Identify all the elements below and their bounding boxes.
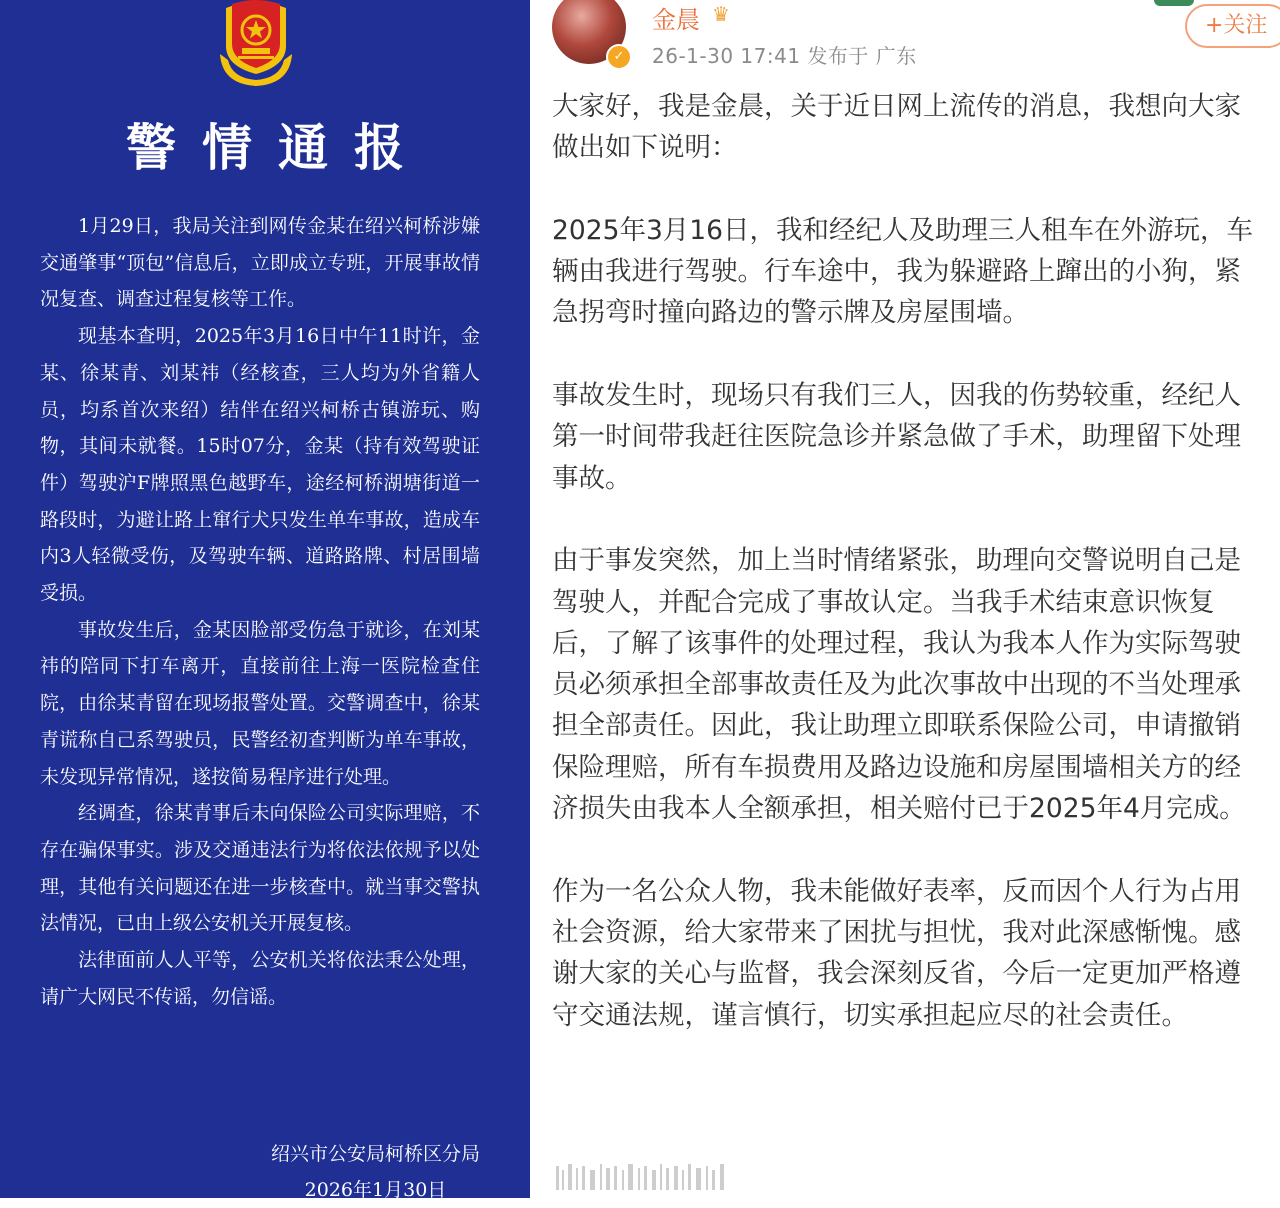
notice-paragraph: 事故发生后，金某因脸部受伤急于就诊，在刘某祎的陪同下打车离开，直接前往上海一医院检查住院，由徐某青留在现场报警处置。交警调查中，徐某青谎称自己系驾驶员，民警经初查判断为单车事故，未发现异常情况，遂按简易程序进行处理。: [40, 618, 480, 788]
notice-paragraph: 法律面前人人平等，公安机关将依法秉公处理，请广大网民不传谣，勿信谣。: [40, 949, 480, 1008]
notice-paragraph: 经调查，徐某青事后未向保险公司实际理赔，不存在骗保事实。涉及交通违法行为将依法依规予以处理，其他有关问题还在进一步核查中。就当事交警执法情况，已由上级公安机关开展复核。: [40, 802, 480, 935]
notice-paragraph: 现基本查明，2025年3月16日中午11时许，金某、徐某青、刘某祎（经核查，三人均为外省籍人员，均系首次来绍）结伴在绍兴柯桥古镇游玩、购物，其间未就餐。15时07分，金某（持有效驾驶证件）驾驶沪F牌照黑色越野车，途经柯桥湖塘街道一路段时，为避让路上窜行犬只发生单车事故，造成车内3人轻微受伤，及驾驶车辆、道路路牌、村居围墙受损。: [40, 325, 480, 605]
user-name[interactable]: 金晨: [652, 6, 700, 34]
follow-button[interactable]: +关注: [1185, 4, 1280, 48]
post-paragraph: 大家好，我是金晨，关于近日网上流传的消息，我想向大家做出如下说明：: [552, 91, 1241, 164]
post-paragraph: 由于事发突然，加上当时情绪紧张，助理向交警说明自己是驾驶人，并配合完成了事故认定。当我手术结束意识恢复后，了解了该事件的处理过程，我认为我本人作为实际驾驶员必须承担全部事故责任及为此次事故中出现的不当处理承担全部责任。因此，我让助理立即联系保险公司，申请撤销保险理赔，所有车损费用及路边设施和房屋围墙相关方的经济损失由我本人全额承担，相关赔付已于2025年4月完成。: [552, 545, 1246, 825]
post-paragraph: 事故发生时，现场只有我们三人，因我的伤势较重，经纪人第一时间带我赶往医院急诊并紧急做了手术，助理留下处理事故。: [552, 380, 1241, 494]
post-meta: 26-1-30 17:41 发布于 广东: [652, 44, 917, 68]
notice-title: 警情通报: [126, 118, 430, 177]
watermark-icon: [552, 1160, 732, 1194]
weibo-post: [530, 0, 1280, 1198]
notice-date: 2026年1月30日: [304, 1179, 447, 1201]
police-emblem-icon: [212, 0, 300, 88]
verified-badge-icon: ✓: [606, 44, 632, 70]
post-paragraph: 作为一名公众人物，我未能做好表率，反而因个人行为占用社会资源，给大家带来了困扰与担忧，我对此深感惭愧。感谢大家的关心与监督，我会深刻反省，今后一定更加严格遵守交通法规，谨言慎行，切实承担起应尽的社会责任。: [552, 875, 1241, 1031]
post-body: [552, 86, 1260, 1077]
notice-body: [40, 208, 480, 1015]
notice-signature: [271, 1136, 480, 1208]
notice-paragraph: 1月29日，我局关注到网传金某在绍兴柯桥涉嫌交通肇事“顶包”信息后，立即成立专班，开展事故情况复查、调查过程复核等工作。: [40, 215, 480, 311]
notice-issuer: 绍兴市公安局柯桥区分局: [270, 1143, 480, 1165]
vip-crown-icon: ♛: [712, 2, 730, 26]
post-paragraph: 2025年3月16日，我和经纪人及助理三人租车在外游玩，车辆由我进行驾驶。行车途中，我为躲避路上蹿出的小狗，紧急拐弯时撞向路边的警示牌及房屋围墙。: [552, 214, 1254, 329]
decoration: [1154, 0, 1194, 6]
police-notice-panel: [0, 0, 530, 1201]
